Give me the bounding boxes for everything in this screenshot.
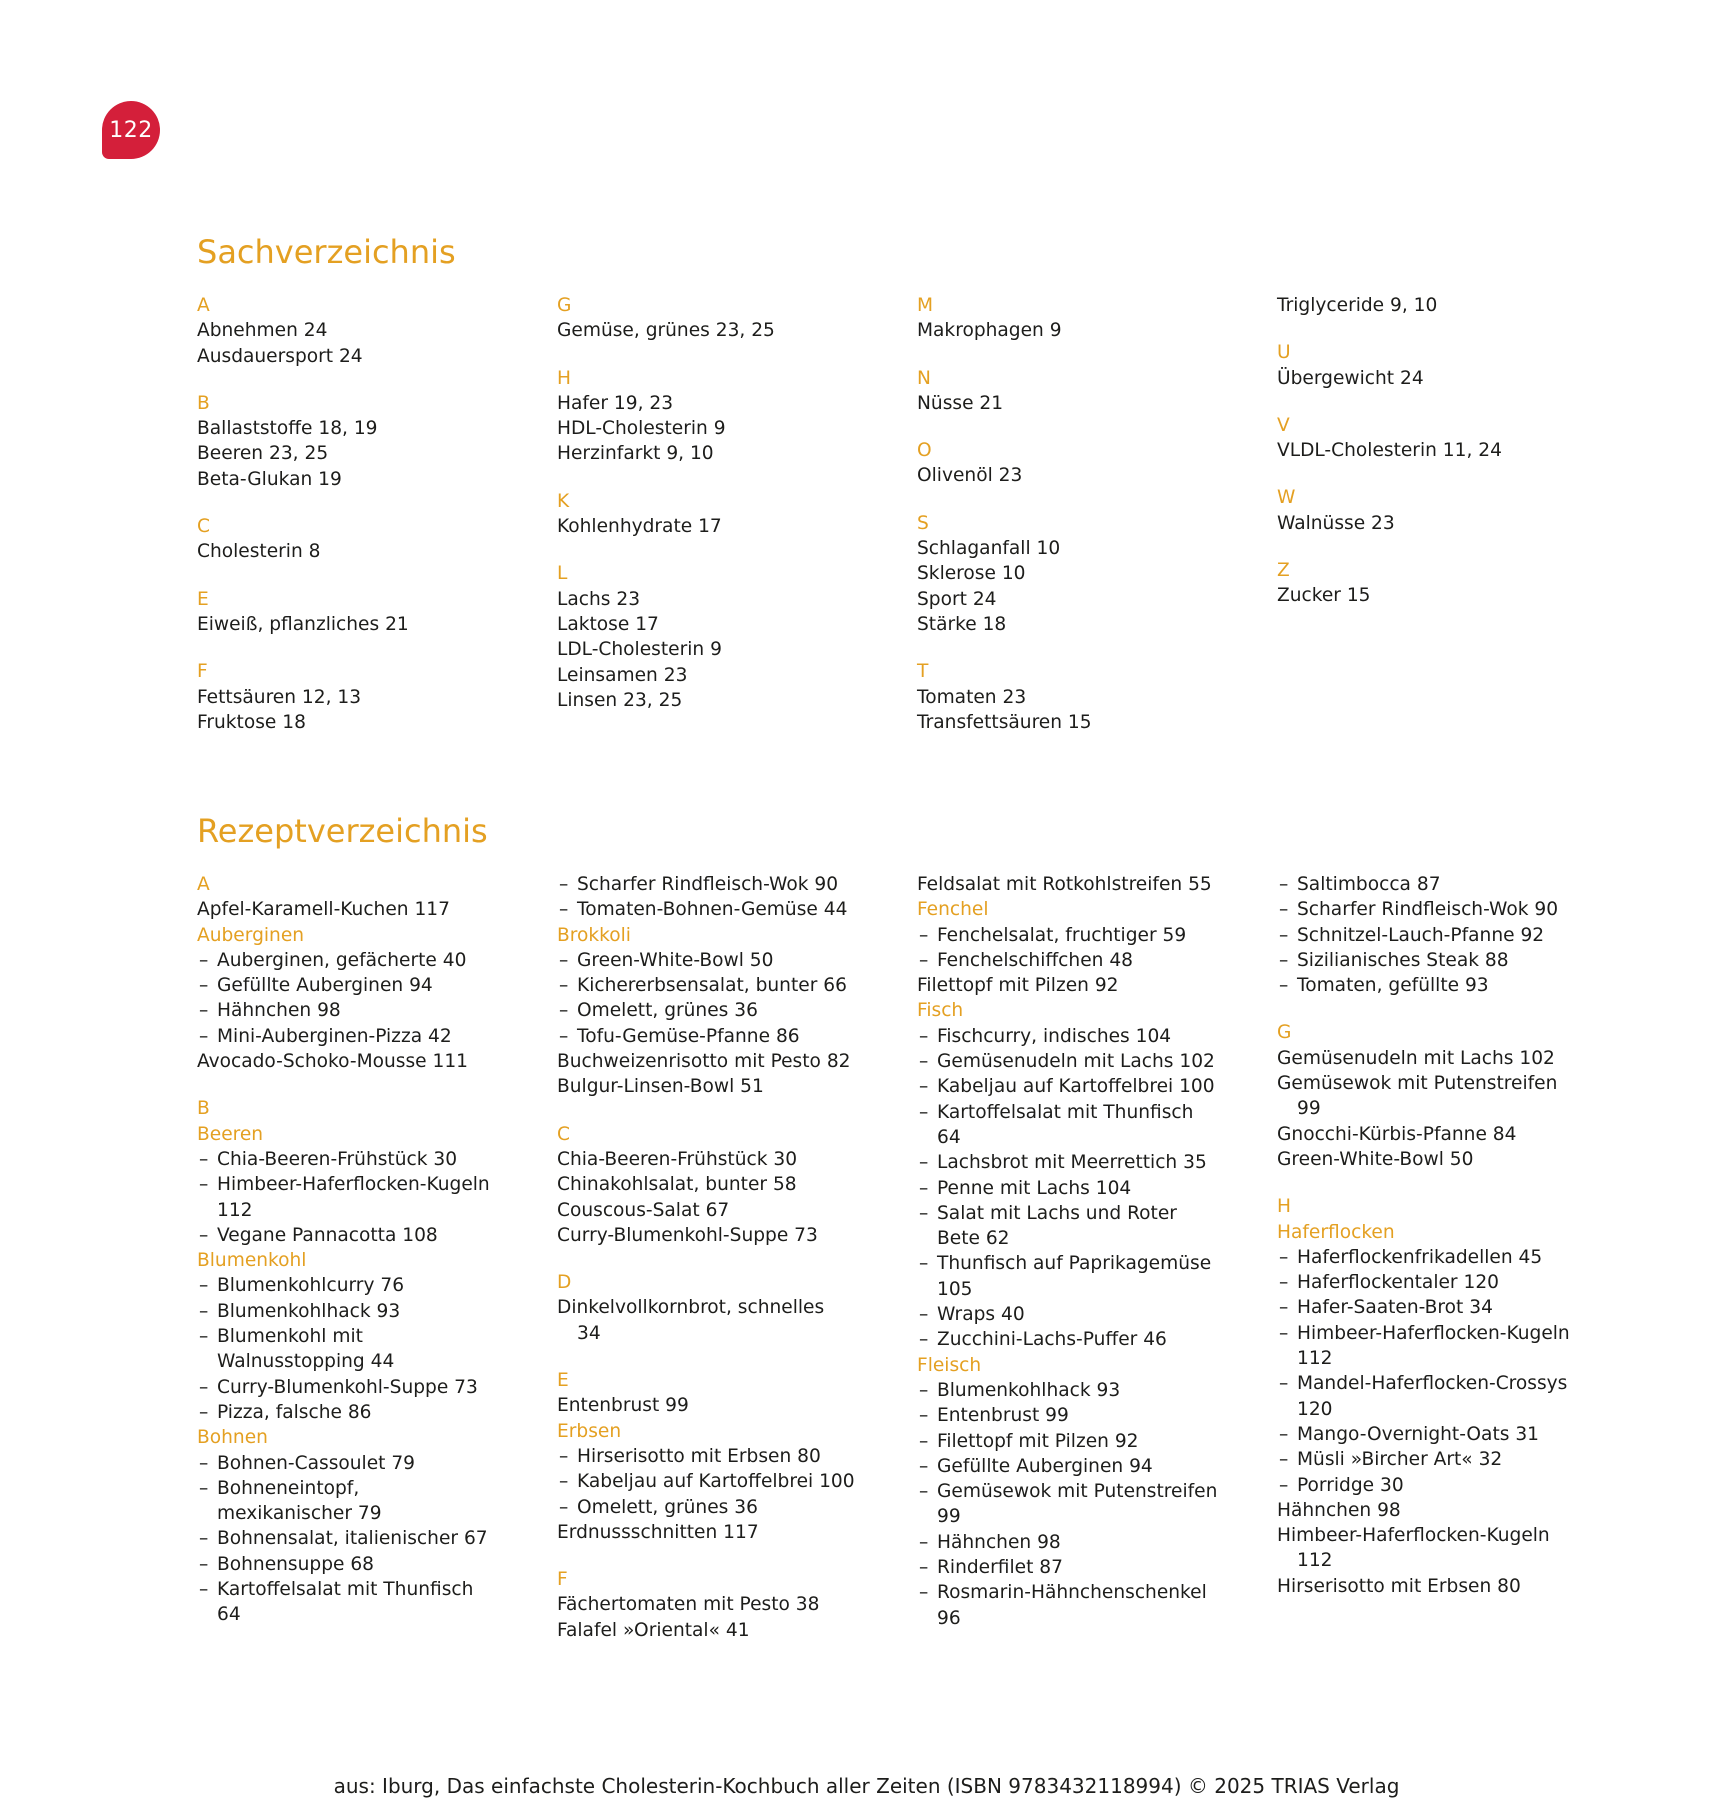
index-subentry: – Himbeer-Haferflocken-Kugeln: [197, 1172, 537, 1197]
index-entry: Ballaststoffe 18, 19: [197, 418, 378, 440]
index-subentry: – Gemüsewok mit Putenstreifen: [917, 1479, 1257, 1504]
index-subentry: – Scharfer Rindfleisch-Wok 90: [557, 872, 897, 897]
index-subentry: – Schnitzel-Lauch-Pfanne 92: [1277, 923, 1617, 948]
index-entry: Abnehmen 24: [197, 320, 328, 342]
index-subentry: – Fischcurry, indisches 104: [917, 1024, 1257, 1049]
index-subentry: – Himbeer-Haferflocken-Kugeln: [1277, 1321, 1617, 1346]
index-entry: VLDL-Cholesterin 11, 24: [1277, 440, 1502, 462]
index-entry: Sport 24: [917, 588, 997, 610]
index-letter-heading: C: [557, 1123, 570, 1145]
index-group-heading: Beeren: [197, 1123, 264, 1145]
index-subentry: – Hirserisotto mit Erbsen 80: [557, 1444, 897, 1469]
index-subentry: – Vegane Pannacotta 108: [197, 1223, 537, 1248]
index-entry: LDL-Cholesterin 9: [557, 639, 722, 661]
index-entry: Ausdauersport 24: [197, 345, 363, 367]
index-group-heading: Erbsen: [557, 1420, 622, 1442]
index-subentry: – Tomaten, gefüllte 93: [1277, 973, 1617, 998]
index-entry: Chia-Beeren-Frühstück 30: [557, 1148, 798, 1170]
index-entry: Eiweiß, pflanzliches 21: [197, 613, 409, 635]
index-subentry: – Green-White-Bowl 50: [557, 948, 897, 973]
index-subentry: – Mango-Overnight-Oats 31: [1277, 1422, 1617, 1447]
index-subentry: – Kichererbsensalat, bunter 66: [557, 973, 897, 998]
index-entry: Gnocchi-Kürbis-Pfanne 84: [1277, 1123, 1517, 1145]
index-entry: Falafel »Oriental« 41: [557, 1619, 750, 1641]
index-group-heading: Haferflocken: [1277, 1221, 1395, 1243]
index-entry: Sklerose 10: [917, 563, 1026, 585]
index-subentry: – Sizilianisches Steak 88: [1277, 948, 1617, 973]
index-entry: Apfel-Karamell-Kuchen 117: [197, 899, 450, 921]
index-letter-heading: K: [557, 490, 570, 512]
index-letter-heading: F: [557, 1569, 568, 1591]
sach-column-2: [557, 293, 897, 713]
index-subentry: – Pizza, falsche 86: [197, 1400, 537, 1425]
index-entry: Dinkelvollkornbrot, schnelles: [557, 1297, 825, 1319]
index-letter-heading: N: [917, 367, 931, 389]
index-entry-continuation: Bete 62: [937, 1228, 1010, 1250]
index-entry: Leinsamen 23: [557, 664, 688, 686]
index-group-heading: Blumenkohl: [197, 1250, 307, 1272]
index-entry-continuation: 64: [217, 1604, 241, 1626]
index-entry: Beta-Glukan 19: [197, 468, 342, 490]
index-letter-heading: T: [917, 661, 929, 683]
index-subentry: – Lachsbrot mit Meerrettich 35: [917, 1150, 1257, 1175]
index-entry: Olivenöl 23: [917, 465, 1023, 487]
index-group-heading: Brokkoli: [557, 924, 631, 946]
index-entry: Erdnussschnitten 117: [557, 1521, 759, 1543]
index-subentry: – Saltimbocca 87: [1277, 872, 1617, 897]
rezept-column-2: [557, 872, 897, 1643]
index-entry: HDL-Cholesterin 9: [557, 418, 726, 440]
sachverzeichnis-title: Sachverzeichnis: [197, 233, 456, 271]
index-subentry: – Omelett, grünes 36: [557, 1495, 897, 1520]
index-group-heading: Fleisch: [917, 1354, 982, 1376]
index-entry-continuation: Walnusstopping 44: [217, 1351, 395, 1373]
index-subentry: – Zucchini-Lachs-Puffer 46: [917, 1327, 1257, 1352]
copyright-footer: aus: Iburg, Das einfachste Cholesterin-Kochbuch aller Zeiten (ISBN 9783432118994) © 2025 TRIAS Verlag: [333, 1774, 1400, 1798]
index-entry: Feldsalat mit Rotkohlstreifen 55: [917, 874, 1212, 895]
index-entry-continuation: 112: [1297, 1348, 1333, 1370]
index-entry-continuation: 96: [937, 1607, 961, 1629]
rezept-column-1: [197, 872, 537, 1628]
index-entry: Gemüsenudeln mit Lachs 102: [1277, 1047, 1555, 1069]
index-entry: Schlaganfall 10: [917, 538, 1061, 560]
index-letter-heading: G: [1277, 1022, 1292, 1044]
index-letter-heading: S: [917, 512, 929, 534]
rezept-column-3: [917, 872, 1257, 1631]
index-entry-continuation: 99: [937, 1506, 961, 1528]
index-entry: Entenbrust 99: [557, 1395, 689, 1417]
index-subentry: – Blumenkohlcurry 76: [197, 1273, 537, 1298]
index-entry: Green-White-Bowl 50: [1277, 1148, 1474, 1170]
index-letter-heading: H: [1277, 1196, 1291, 1218]
index-entry: Fettsäuren 12, 13: [197, 686, 362, 708]
index-entry: Beeren 23, 25: [197, 443, 329, 465]
index-subentry: – Wraps 40: [917, 1302, 1257, 1327]
index-subentry: – Penne mit Lachs 104: [917, 1176, 1257, 1201]
index-subentry: – Kartoffelsalat mit Thunfisch: [197, 1577, 537, 1602]
index-letter-heading: A: [197, 874, 210, 895]
index-subentry: – Bohnen-Cassoulet 79: [197, 1451, 537, 1476]
index-entry: Fruktose 18: [197, 711, 306, 733]
index-entry: Buchweizenrisotto mit Pesto 82: [557, 1051, 851, 1073]
index-letter-heading: E: [197, 588, 209, 610]
index-subentry: – Auberginen, gefächerte 40: [197, 948, 537, 973]
index-letter-heading: D: [557, 1272, 572, 1294]
index-subentry: – Gemüsenudeln mit Lachs 102: [917, 1049, 1257, 1074]
index-entry: Couscous-Salat 67: [557, 1199, 730, 1221]
index-subentry: – Hafer-Saaten-Brot 34: [1277, 1295, 1617, 1320]
index-subentry: – Hähnchen 98: [917, 1530, 1257, 1555]
index-letter-heading: C: [197, 516, 210, 538]
index-subentry: – Kartoffelsalat mit Thunfisch: [917, 1100, 1257, 1125]
index-entry: Fächertomaten mit Pesto 38: [557, 1594, 820, 1616]
index-entry-continuation: 99: [1297, 1098, 1321, 1120]
index-entry: Stärke 18: [917, 613, 1007, 635]
index-subentry: – Rinderfilet 87: [917, 1555, 1257, 1580]
index-subentry: – Mandel-Haferflocken-Crossys: [1277, 1371, 1617, 1396]
index-entry-continuation: 105: [937, 1278, 973, 1300]
index-subentry: – Bohnensuppe 68: [197, 1552, 537, 1577]
index-subentry: – Müsli »Bircher Art« 32: [1277, 1447, 1617, 1472]
index-subentry: – Kabeljau auf Kartoffelbrei 100: [917, 1074, 1257, 1099]
index-subentry: – Tofu-Gemüse-Pfanne 86: [557, 1024, 897, 1049]
index-group-heading: Auberginen: [197, 924, 305, 946]
index-entry: Nüsse 21: [917, 392, 1004, 414]
index-entry-continuation: 112: [217, 1199, 253, 1221]
index-letter-heading: B: [197, 392, 210, 414]
index-subentry: – Hähnchen 98: [197, 998, 537, 1023]
index-subentry: – Omelett, grünes 36: [557, 998, 897, 1023]
index-entry-continuation: 112: [1297, 1550, 1333, 1572]
index-subentry: – Tomaten-Bohnen-Gemüse 44: [557, 897, 897, 922]
index-letter-heading: M: [917, 295, 934, 316]
index-subentry: – Kabeljau auf Kartoffelbrei 100: [557, 1469, 897, 1494]
index-entry: Lachs 23: [557, 588, 641, 610]
index-letter-heading: G: [557, 295, 572, 316]
index-subentry: – Blumenkohl mit: [197, 1324, 537, 1349]
index-subentry: – Curry-Blumenkohl-Suppe 73: [197, 1375, 537, 1400]
index-entry: Curry-Blumenkohl-Suppe 73: [557, 1224, 818, 1246]
index-entry: Kohlenhydrate 17: [557, 516, 722, 538]
index-entry: Laktose 17: [557, 613, 659, 635]
sach-column-3: [917, 293, 1257, 735]
index-entry: Hähnchen 98: [1277, 1499, 1401, 1521]
index-letter-heading: V: [1277, 414, 1290, 436]
index-subentry: – Bohneneintopf,: [197, 1476, 537, 1501]
index-subentry: – Fenchelsalat, fruchtiger 59: [917, 923, 1257, 948]
index-entry: Chinakohlsalat, bunter 58: [557, 1174, 797, 1196]
sach-column-4: [1277, 293, 1617, 609]
index-subentry: – Haferflockenfrikadellen 45: [1277, 1245, 1617, 1270]
index-entry-continuation: 120: [1297, 1398, 1333, 1420]
index-letter-heading: F: [197, 661, 208, 683]
index-subentry: – Filettopf mit Pilzen 92: [917, 1429, 1257, 1454]
index-subentry: – Blumenkohlhack 93: [197, 1299, 537, 1324]
index-entry: Gemüsewok mit Putenstreifen: [1277, 1073, 1558, 1095]
index-entry: Walnüsse 23: [1277, 512, 1395, 534]
index-letter-heading: U: [1277, 342, 1291, 364]
index-entry: Triglyceride 9, 10: [1277, 295, 1438, 316]
index-entry: Hirserisotto mit Erbsen 80: [1277, 1575, 1521, 1597]
index-letter-heading: B: [197, 1098, 210, 1120]
index-group-heading: Bohnen: [197, 1427, 268, 1449]
index-group-heading: Fenchel: [917, 899, 989, 921]
index-entry: Bulgur-Linsen-Bowl 51: [557, 1076, 764, 1098]
index-entry: Gemüse, grünes 23, 25: [557, 320, 775, 342]
index-letter-heading: W: [1277, 487, 1296, 509]
index-entry: Linsen 23, 25: [557, 689, 683, 711]
index-subentry: – Thunfisch auf Paprikagemüse: [917, 1251, 1257, 1276]
index-subentry: – Gefüllte Auberginen 94: [917, 1454, 1257, 1479]
index-entry: Cholesterin 8: [197, 541, 321, 563]
index-subentry: – Haferflockentaler 120: [1277, 1270, 1617, 1295]
page-number-badge: 122: [102, 101, 160, 159]
index-group-heading: Fisch: [917, 1000, 964, 1022]
index-subentry: – Gefüllte Auberginen 94: [197, 973, 537, 998]
sach-column-1: [197, 293, 537, 735]
index-entry-continuation: mexikanischer 79: [217, 1503, 382, 1525]
index-subentry: – Fenchelschiffchen 48: [917, 948, 1257, 973]
index-letter-heading: H: [557, 367, 571, 389]
index-letter-heading: E: [557, 1370, 569, 1392]
index-subentry: – Rosmarin-Hähnchenschenkel: [917, 1580, 1257, 1605]
index-letter-heading: O: [917, 440, 932, 462]
index-entry: Hafer 19, 23: [557, 392, 674, 414]
index-subentry: – Bohnensalat, italienischer 67: [197, 1526, 537, 1551]
index-subentry: – Blumenkohlhack 93: [917, 1378, 1257, 1403]
index-entry: Himbeer-Haferflocken-Kugeln: [1277, 1525, 1550, 1547]
index-entry-continuation: 64: [937, 1126, 961, 1148]
index-letter-heading: A: [197, 295, 210, 316]
index-entry: Makrophagen 9: [917, 320, 1062, 342]
index-entry: Transfettsäuren 15: [917, 711, 1092, 733]
index-entry: Tomaten 23: [917, 686, 1027, 708]
index-entry: Filettopf mit Pilzen 92: [917, 975, 1119, 997]
index-entry: Zucker 15: [1277, 585, 1371, 607]
index-entry: Avocado-Schoko-Mousse 111: [197, 1051, 468, 1073]
rezeptverzeichnis-title: Rezeptverzeichnis: [197, 812, 488, 850]
index-subentry: – Scharfer Rindfleisch-Wok 90: [1277, 897, 1617, 922]
index-entry-continuation: 34: [577, 1322, 601, 1344]
index-letter-heading: L: [557, 563, 568, 585]
index-entry: Übergewicht 24: [1277, 367, 1424, 389]
index-letter-heading: Z: [1277, 560, 1290, 582]
index-subentry: – Mini-Auberginen-Pizza 42: [197, 1024, 537, 1049]
index-subentry: – Porridge 30: [1277, 1473, 1617, 1498]
index-subentry: – Entenbrust 99: [917, 1403, 1257, 1428]
rezept-column-4: [1277, 872, 1617, 1599]
index-entry: Herzinfarkt 9, 10: [557, 443, 714, 465]
index-subentry: – Salat mit Lachs und Roter: [917, 1201, 1257, 1226]
index-subentry: – Chia-Beeren-Frühstück 30: [197, 1147, 537, 1172]
